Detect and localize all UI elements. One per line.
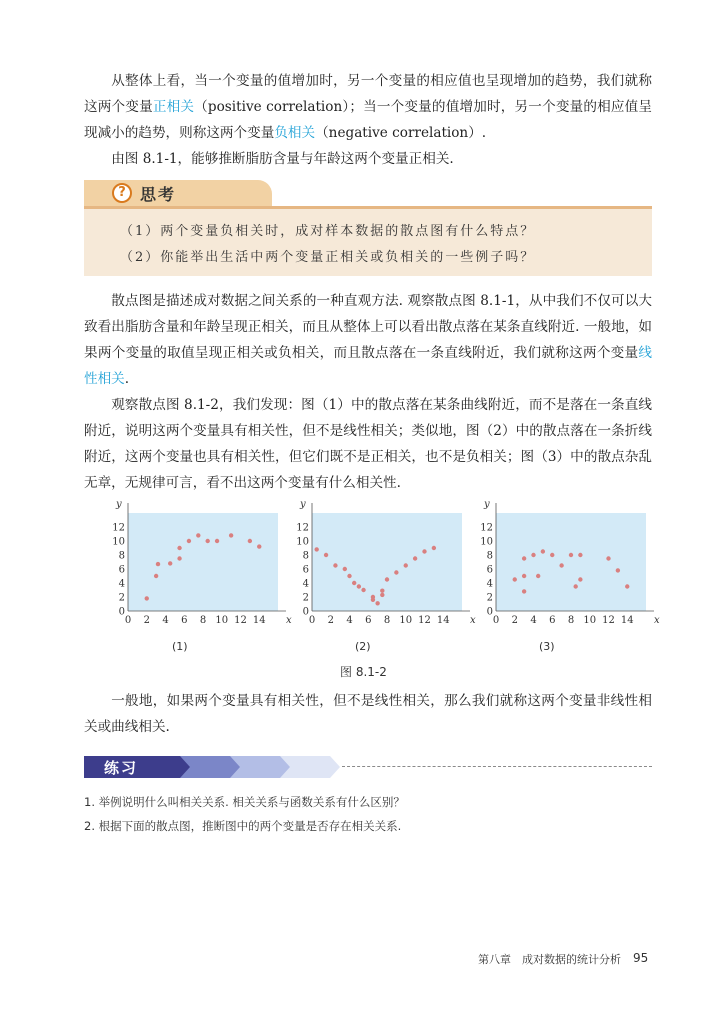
- exercise-item-2: 2. 根据下面的散点图，推断图中的两个变量是否存在相关关系.: [84, 819, 402, 833]
- paragraph-observation: 观察散点图 8.1-2，我们发现：图（1）中的散点落在某条曲线附近，而不是落在一条直线附近，说明这两个变量具有相关性，但不是线性相关；类似地，图（2）中的散点落在一条折线附近，这两个变量也具有相关性，但它们既不是正相关，也不是负相关；图（3）中的散点杂乱无章，无规律可言，看不出这两个变量有什么相关性.: [84, 397, 652, 491]
- chart-2-y-tick: 0: [302, 606, 309, 618]
- chart-2-point: [432, 546, 436, 550]
- chart-2-x-tick: 2: [327, 615, 334, 626]
- chart-3-point: [616, 568, 620, 572]
- chart-1-point: [257, 544, 261, 548]
- chart-3-y-tick: 8: [486, 550, 493, 562]
- chart-2-point: [361, 588, 365, 592]
- chart-1-point: [154, 574, 158, 578]
- exercise-item-1: 1. 举例说明什么叫相关关系. 相关关系与函数关系有什么区别？: [84, 795, 405, 809]
- chart-1-point: [205, 539, 209, 543]
- chart-2-y-label: y: [300, 499, 306, 510]
- chart-2-plot-area: [312, 513, 462, 611]
- chart-2-point: [324, 553, 328, 557]
- chart-1-y-tick: 12: [112, 522, 125, 534]
- chart-3-point: [522, 556, 526, 560]
- chart-3-y-tick: 6: [486, 564, 493, 576]
- think-question-1: （1）两个变量负相关时，成对样本数据的散点图有什么特点？: [120, 224, 536, 239]
- chart-3-x-tick: 4: [530, 615, 537, 626]
- exercise-divider: [342, 766, 652, 767]
- chart-2-x-tick: 8: [383, 615, 391, 626]
- chart-2-point: [347, 574, 351, 578]
- chart-3-x-tick: 12: [602, 615, 615, 626]
- chart-3-point: [550, 553, 554, 557]
- chart-1-x-tick: 4: [162, 615, 169, 626]
- chart-1-point: [215, 539, 219, 543]
- chart-2-x-tick: 14: [436, 615, 450, 626]
- chart-1-x-tick: 2: [143, 615, 150, 626]
- chart-1-x-tick: 12: [234, 615, 247, 626]
- chart-3-x-tick: 0: [492, 615, 500, 626]
- chart-1-x-label: x: [286, 615, 292, 626]
- chart-1-point: [229, 533, 233, 537]
- chart-3-x-label: x: [654, 615, 660, 626]
- chart-1-point: [177, 546, 181, 550]
- chart-1-y-tick: 0: [118, 606, 125, 618]
- chart-3-label: (3): [539, 640, 555, 653]
- chart-1-x-tick: 10: [215, 615, 229, 626]
- chart-2-x-tick: 12: [418, 615, 431, 626]
- chart-3-point: [522, 574, 526, 578]
- term-positive-correlation: 正相关: [152, 99, 195, 115]
- chart-3-x-tick: 2: [511, 615, 518, 626]
- chart-2-point: [422, 549, 426, 553]
- exercise-title: 练习: [104, 759, 139, 777]
- chart-2-label: (2): [355, 640, 371, 653]
- chart-3-y-tick: 12: [480, 522, 493, 534]
- chart-2-x-label: x: [470, 615, 476, 626]
- chart-1-x-tick: 0: [124, 615, 132, 626]
- chart-3-x-tick: 14: [620, 615, 634, 626]
- chart-2-x-tick: 4: [346, 615, 353, 626]
- chart-3-point: [569, 553, 573, 557]
- chart-1-plot-area: [128, 513, 278, 611]
- chart-3-plot-area: [496, 513, 646, 611]
- chart-3-y-tick: 10: [480, 536, 493, 548]
- think-box: [84, 206, 652, 276]
- chart-2-point: [380, 593, 384, 597]
- chart-3-point: [578, 553, 582, 557]
- figure-caption: 图 8.1-2: [340, 665, 387, 679]
- chart-3-point: [513, 577, 517, 581]
- paragraph-nonlinear: 一般地，如果两个变量具有相关性，但不是线性相关，那么我们就称这两个变量非线性相关或曲线相关.: [84, 693, 652, 735]
- chart-1-y-tick: 8: [118, 550, 125, 562]
- chart-1-x-tick: 14: [252, 615, 266, 626]
- chart-2-point: [357, 584, 361, 588]
- page-number: 95: [633, 951, 649, 965]
- chart-1-y-tick: 6: [118, 564, 125, 576]
- paragraph-figure-reference: 由图 8.1-1，能够推断脂肪含量与年龄这两个变量正相关.: [111, 151, 454, 167]
- chart-2-x-tick: 10: [399, 615, 413, 626]
- chart-3-point: [606, 556, 610, 560]
- paragraph-linear-correlation: 散点图是描述成对数据之间关系的一种直观方法. 观察散点图 8.1-1，从中我们不仅可以大致看出脂肪含量和年龄呈现正相关，而且从整体上可以看出散点落在某条直线附近. 一般地，如果两个变量的取值呈现正相关或负相关，而且散点落在一条直线附近，我们就称这两个变量线性相关. 观察散点图 8.1-2，我们发现：图（1）中的散点落在某条曲线附近，而不是落在一条直线附近，说明这两个变量具有相关性，但不是线性相关；类似地，图（2）中的散点落在一条折线附近，这两个变量也具有相关性，但它们既不是正相关，也不是负相关；图（3）中的散点杂乱无章，无规律可言，看不出这两个变量有什么相关性.: [84, 288, 652, 496]
- chart-2-y-tick: 12: [296, 522, 309, 534]
- chart-2-point: [375, 601, 379, 605]
- chart-3-point: [541, 549, 545, 553]
- chart-3-y-tick: 2: [486, 592, 493, 604]
- chart-1-y-tick: 4: [118, 578, 125, 590]
- chart-2-point: [352, 581, 356, 585]
- chart-2-point: [333, 563, 337, 567]
- chart-3-y-tick: 0: [486, 606, 493, 618]
- chart-2-y-tick: 2: [302, 592, 309, 604]
- chart-2-point: [413, 556, 417, 560]
- think-title: 思考: [140, 185, 177, 204]
- chart-1-y-tick: 2: [118, 592, 125, 604]
- question-icon: ?: [112, 183, 132, 203]
- chart-1-point: [248, 539, 252, 543]
- chart-2-x-tick: 6: [365, 615, 372, 626]
- chart-1-label: (1): [172, 640, 188, 653]
- chart-2-point: [394, 570, 398, 574]
- chart-1-point: [145, 596, 149, 600]
- chart-1-y-label: y: [116, 499, 122, 510]
- chart-3-x-tick: 10: [583, 615, 597, 626]
- chart-3-x-tick: 8: [567, 615, 575, 626]
- chart-3-y-tick: 4: [486, 578, 493, 590]
- chart-3-point: [522, 589, 526, 593]
- chart-2-point: [314, 547, 318, 551]
- chart-3-point: [625, 584, 629, 588]
- chart-1-point: [177, 556, 181, 560]
- chart-2-point: [343, 567, 347, 571]
- term-negative-correlation: 负相关: [274, 125, 316, 141]
- chart-3-point: [531, 553, 535, 557]
- chart-2-point: [380, 589, 384, 593]
- chart-3-point: [573, 584, 577, 588]
- paragraph-correlation-definition: 从整体上看，当一个变量的值增加时，另一个变量的相应值也呈现增加的趋势，我们就称这两个变量正相关（positive correlation）；当一个变量的值增加时，另一个变量的相应值呈现减小的趋势，则称这两个变量负相关（negative correlation）. 由图 8.1-1，能够推断脂肪含量与年龄这两个变量正相关.: [84, 68, 652, 172]
- footer-chapter: 第八章 成对数据的统计分析: [478, 953, 621, 966]
- chart-2-y-tick: 4: [302, 578, 309, 590]
- chart-2-y-tick: 10: [296, 536, 309, 548]
- think-question-2: （2）你能举出生活中两个变量正相关或负相关的一些例子吗？: [120, 250, 536, 265]
- chart-2-point: [404, 563, 408, 567]
- term-linear-correlation: 线性相关: [84, 345, 652, 387]
- chart-2-y-tick: 8: [302, 550, 309, 562]
- chart-2-point: [371, 598, 375, 602]
- chart-1-x-tick: 6: [181, 615, 188, 626]
- chart-1-point: [196, 533, 200, 537]
- chart-1-point: [156, 562, 160, 566]
- chart-3-point: [559, 563, 563, 567]
- chart-1-point: [187, 539, 191, 543]
- chart-2-x-tick: 0: [308, 615, 316, 626]
- chart-1-x-tick: 8: [199, 615, 207, 626]
- chart-3-point: [578, 577, 582, 581]
- chart-1-point: [168, 561, 172, 565]
- chart-3-point: [536, 574, 540, 578]
- chart-3-y-label: y: [484, 499, 490, 510]
- chart-2-y-tick: 6: [302, 564, 309, 576]
- chart-3-x-tick: 6: [549, 615, 556, 626]
- chart-1-y-tick: 10: [112, 536, 125, 548]
- chart-2-point: [385, 577, 389, 581]
